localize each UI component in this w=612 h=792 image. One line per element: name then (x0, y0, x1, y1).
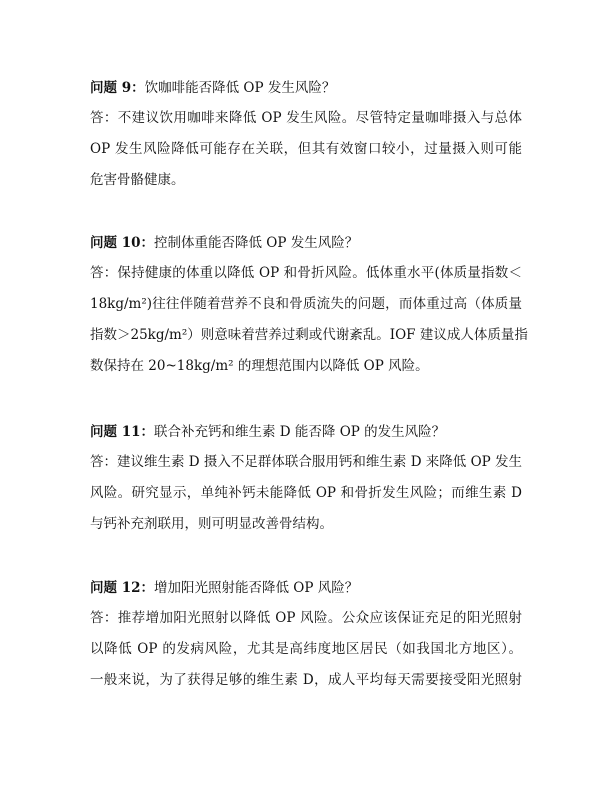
question-heading (90, 235, 522, 251)
question-text: 控制体重能否降低 OP 发生风险？ (154, 235, 359, 251)
question-heading (90, 424, 522, 440)
question-heading (90, 80, 522, 96)
question-label: 问题 12： (90, 580, 154, 596)
answer-line: 答：不建议饮用咖啡来降低 OP 发生风险。尽管特定量咖啡摄入与总体 (90, 110, 522, 126)
answer-line: 风险。研究显示，单纯补钙未能降低 OP 和骨折发生风险；而维生素 D (90, 485, 522, 501)
answer-line: 危害骨骼健康。 (90, 172, 185, 188)
answer-line: 一般来说，为了获得足够的维生素 D，成人平均每天需要接受阳光照射 (90, 672, 522, 688)
answer-line: 答：保持健康的体重以降低 OP 和骨折风险。低体重水平(体质量指数＜ (90, 265, 522, 281)
answer-line: 答：建议维生素 D 摄入不足群体联合服用钙和维生素 D 来降低 OP 发生 (90, 454, 523, 470)
qa-section-9 (90, 80, 522, 188)
qa-section-12 (90, 580, 522, 688)
question-label: 问题 10： (90, 235, 154, 251)
answer-line: 以降低 OP 的发病风险，尤其是高纬度地区居民（如我国北方地区）。 (90, 641, 522, 657)
qa-section-11 (90, 424, 523, 532)
question-heading (90, 580, 522, 596)
question-text: 饮咖啡能否降低 OP 发生风险？ (144, 80, 336, 96)
question-label: 问题 9： (90, 80, 145, 96)
answer-line: 与钙补充剂联用，则可明显改善骨结构。 (90, 516, 333, 532)
answer-line: 答：推荐增加阳光照射以降低 OP 风险。公众应该保证充足的阳光照射 (90, 610, 522, 626)
qa-section-10 (90, 235, 528, 374)
answer-line: OP 发生风险降低可能存在关联，但其有效窗口较小，过量摄入则可能 (90, 141, 522, 157)
question-text: 增加阳光照射能否降低 OP 风险？ (154, 580, 359, 596)
answer-line: 指数＞25kg/m²）则意味着营养过剩或代谢紊乱。IOF 建议成人体质量指 (90, 327, 528, 343)
question-label: 问题 11： (90, 424, 154, 440)
answer-line: 18kg/m²)往往伴随着营养不良和骨质流失的问题，而体重过高（体质量 (90, 296, 522, 312)
answer-line: 数保持在 20~18kg/m² 的理想范围内以降低 OP 风险。 (90, 358, 429, 374)
question-text: 联合补充钙和维生素 D 能否降 OP 的发生风险？ (154, 424, 446, 440)
